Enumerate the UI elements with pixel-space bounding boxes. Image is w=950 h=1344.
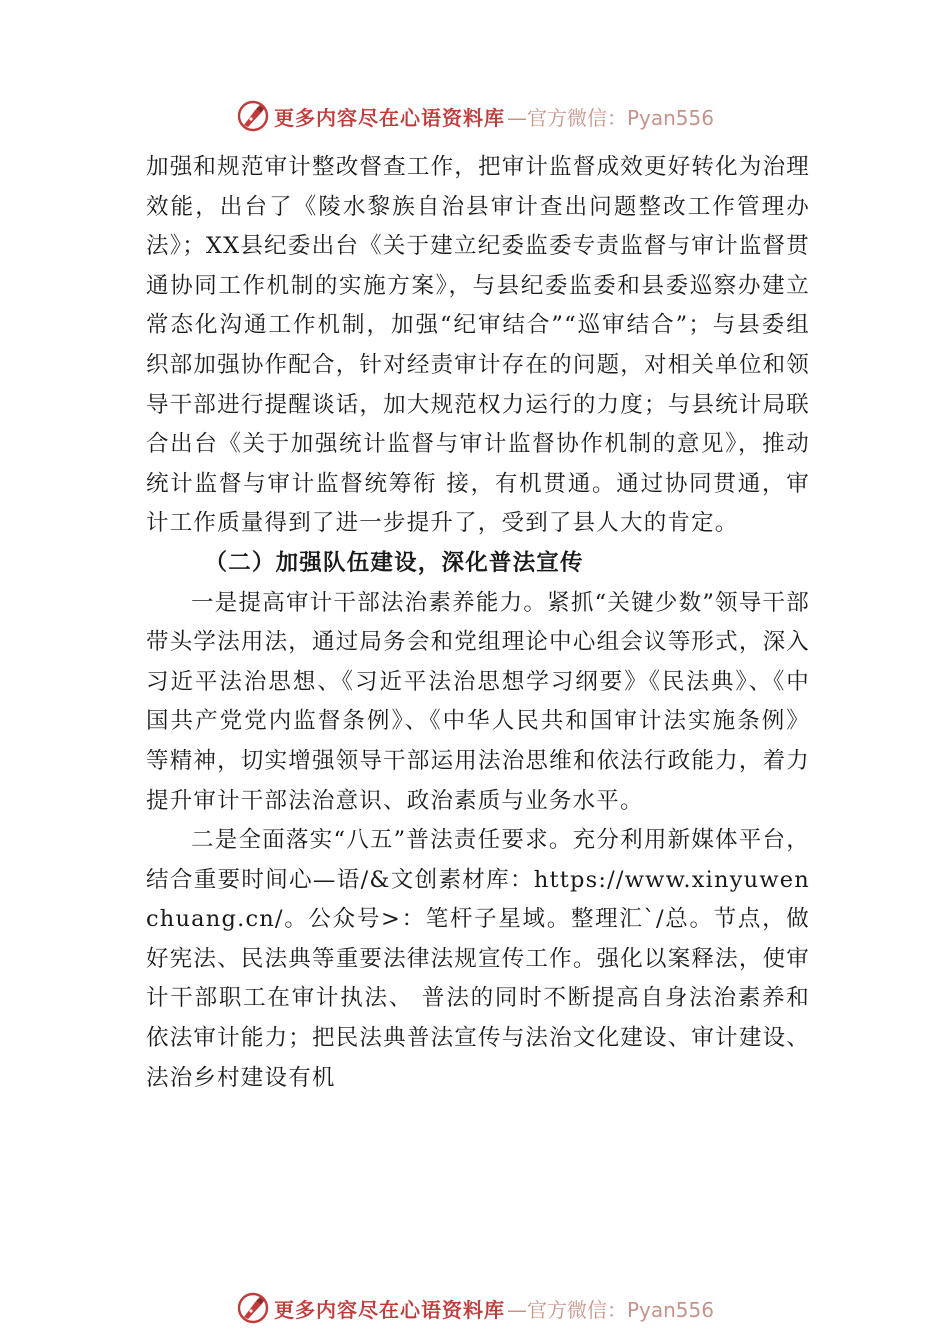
document-body bbox=[146, 148, 810, 1098]
header-wechat-text: —官方微信：Pyan556 bbox=[506, 105, 714, 130]
pen-nib-logo-icon bbox=[236, 99, 270, 133]
section-heading-2: （二）加强队伍建设，深化普法宣传 bbox=[204, 549, 584, 576]
footer-banner bbox=[0, 1288, 950, 1328]
paragraph-2: 一是提高审计干部法治素养能力。紧抓“关键少数”领导干部带头学法用法，通过局务会和党组理论中心组会议等形式，深入习近平法治思想、《习近平法治思想学习纲要》《民法典》、《中国共产党党内监督条例》、《中华人民共和国审计法实施条例》等精神，切实增强领导干部运用法治思维和依法行政能力，着力提升审计干部法治意识、政治素质与业务水平。 bbox=[146, 589, 810, 814]
header-brand-text: 更多内容尽在心语资料库 bbox=[273, 105, 505, 130]
footer-wechat-text: —官方微信：Pyan556 bbox=[506, 1297, 714, 1322]
header-banner bbox=[0, 96, 950, 136]
pen-nib-logo-icon bbox=[236, 1291, 270, 1325]
paragraph-1: 加强和规范审计整改督查工作，把审计监督成效更好转化为治理效能，出台了《陵水黎族自治县审计查出问题整改工作管理办法》；XX县纪委出台《关于建立纪委监委专责监督与审计监督贯通协同工作机制的实施方案》，与县纪委监委和县委巡察办建立常态化沟通工作机制，加强“纪审结合”“巡审结合”；与县委组织部加强协作配合，针对经责审计存在的问题，对相关单位和领导干部进行提醒谈话，加大规范权力运行的力度；与县统计局联合出台《关于加强统计监督与审计监督协作机制的意见》，推动统计监督与审计监督统筹衔 接，有机贯通。通过协同贯通，审计工作质量得到了进一步提升了，受到了县人大的肯定。 bbox=[146, 154, 810, 537]
footer-brand-text: 更多内容尽在心语资料库 bbox=[273, 1297, 505, 1322]
paragraph-3: 二是全面落实“八五”普法责任要求。充分利用新媒体平台，结合重要时间心—语/&文创素材库：https://www.xinyuwenchuang.cn/。公众号>：笔杆子星域。整理汇`/总。节点，做好宪法、民法典等重要法律法规宣传工作。强化以案释法，使审计干部职工在审计执法、 普法的同时不断提高自身法治素养和依法审计能力；把民法典普法宣传与法治文化建设、审计建设、法治乡村建设有机 bbox=[146, 827, 810, 1091]
